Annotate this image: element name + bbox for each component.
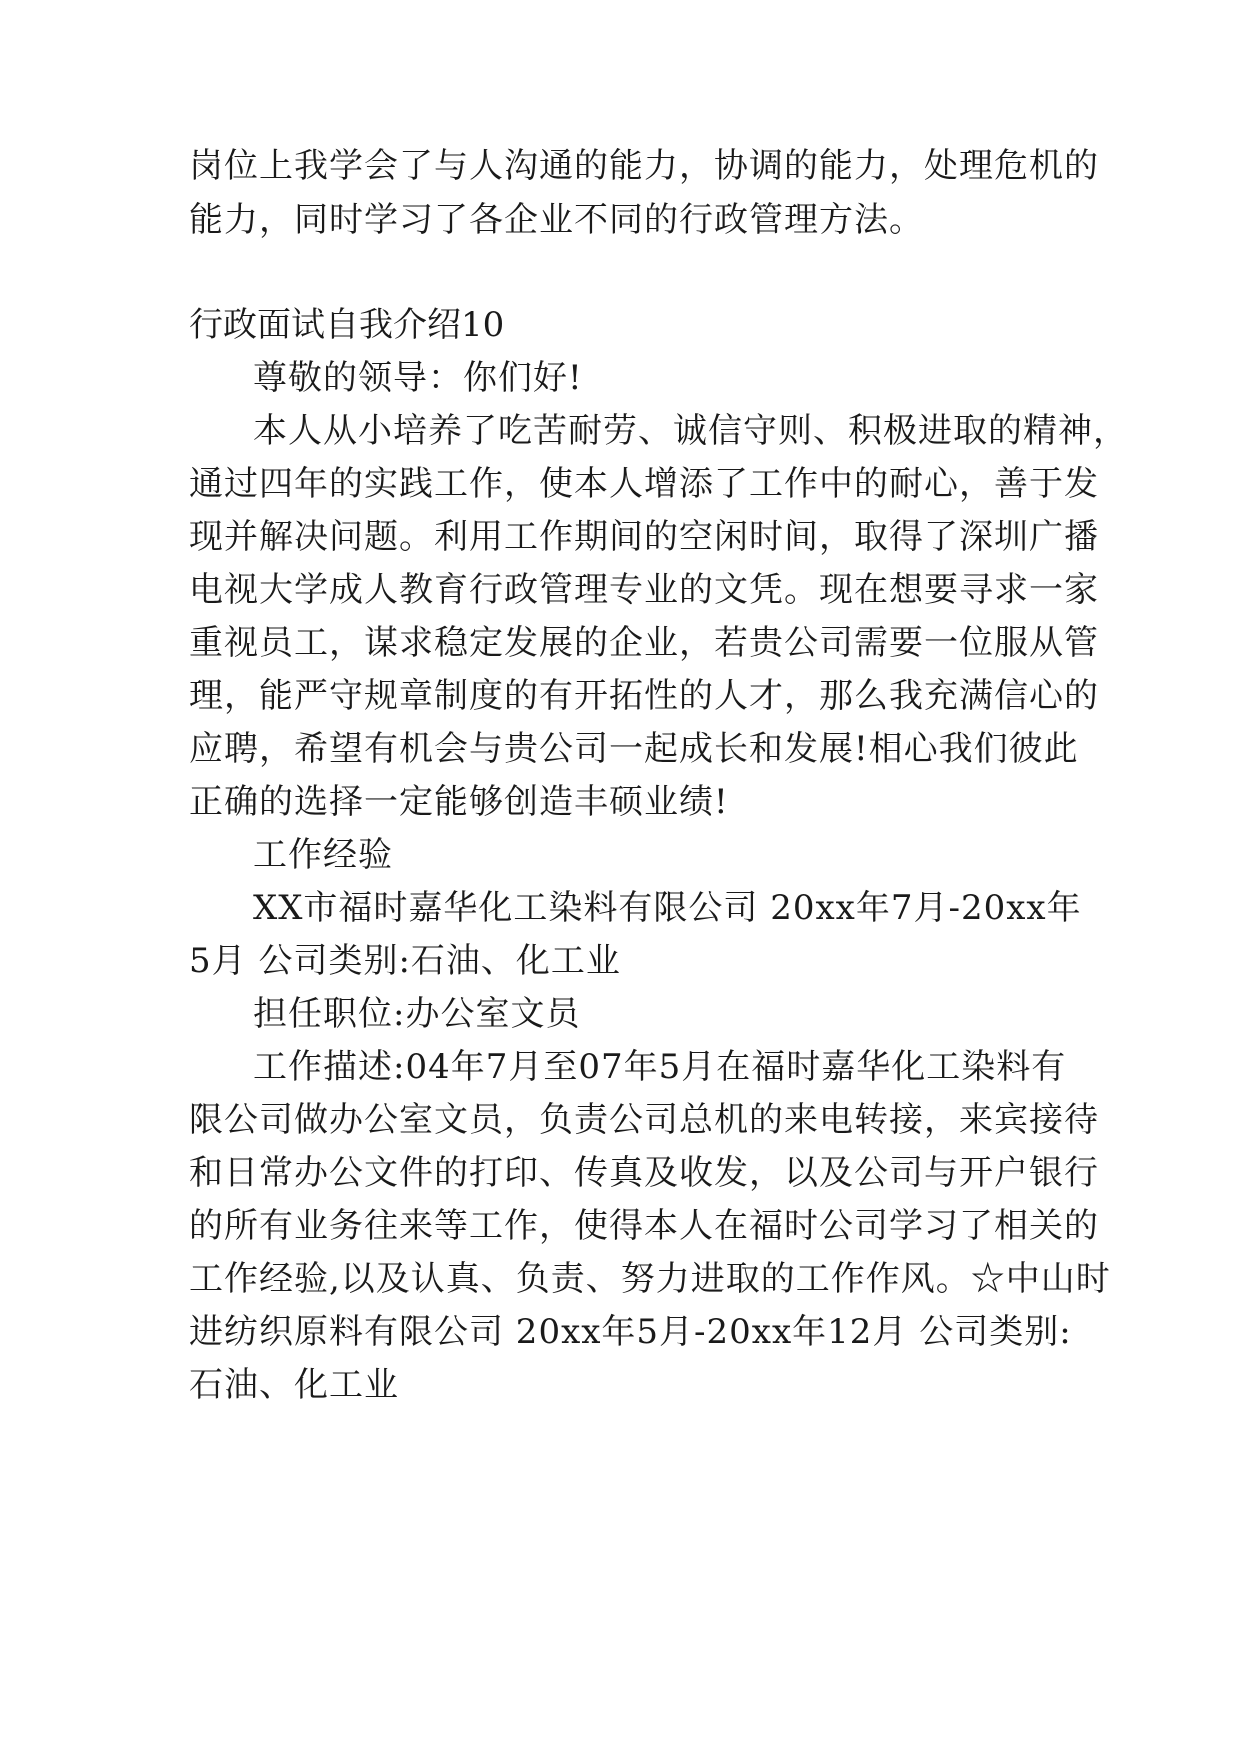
paragraph-line: 5月 公司类别:石油、化工业 — [189, 941, 621, 981]
paragraph-line: 的所有业务往来等工作，使得本人在福时公司学习了相关的 — [189, 1206, 1099, 1246]
paragraph-line: 进纺织原料有限公司 20xx年5月-20xx年12月 公司类别: — [189, 1312, 1072, 1352]
subsection-heading: 工作经验 — [253, 835, 393, 875]
paragraph-line: 能力，同时学习了各企业不同的行政管理方法。 — [189, 200, 924, 240]
paragraph-line: 和日常办公文件的打印、传真及收发，以及公司与开户银行 — [189, 1153, 1099, 1193]
paragraph-line: 正确的选择一定能够创造丰硕业绩! — [189, 782, 729, 822]
paragraph-line: 工作经验,以及认真、负责、努力进取的工作作风。☆中山时 — [189, 1259, 1111, 1299]
paragraph-line: 电视大学成人教育行政管理专业的文凭。现在想要寻求一家 — [189, 570, 1099, 610]
paragraph-line: 限公司做办公室文员，负责公司总机的来电转接，来宾接待 — [189, 1100, 1099, 1140]
paragraph-line: 应聘，希望有机会与贵公司一起成长和发展!相心我们彼此 — [189, 729, 1079, 769]
paragraph-line: XX市福时嘉华化工染料有限公司 20xx年7月-20xx年 — [253, 888, 1082, 928]
greeting-line: 尊敬的领导：你们好! — [253, 358, 583, 398]
paragraph-line: 理，能严守规章制度的有开拓性的人才，那么我充满信心的 — [189, 676, 1099, 716]
paragraph-line: 工作描述:04年7月至07年5月在福时嘉华化工染料有 — [253, 1047, 1067, 1087]
paragraph-line: 石油、化工业 — [189, 1365, 399, 1405]
paragraph-line: 本人从小培养了吃苦耐劳、诚信守则、积极进取的精神， — [253, 411, 1128, 451]
paragraph-line: 通过四年的实践工作，使本人增添了工作中的耐心，善于发 — [189, 464, 1099, 504]
section-heading: 行政面试自我介绍10 — [189, 305, 505, 345]
paragraph-line: 岗位上我学会了与人沟通的能力，协调的能力，处理危机的 — [189, 146, 1099, 186]
paragraph-line: 担任职位:办公室文员 — [253, 994, 581, 1034]
paragraph-line: 现并解决问题。利用工作期间的空闲时间，取得了深圳广播 — [189, 517, 1099, 557]
paragraph-line: 重视员工，谋求稳定发展的企业，若贵公司需要一位服从管 — [189, 623, 1099, 663]
